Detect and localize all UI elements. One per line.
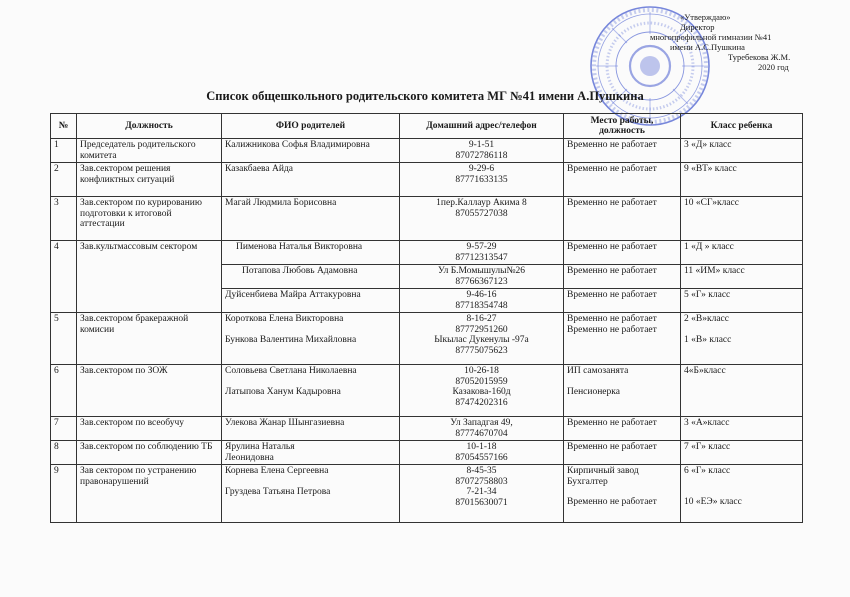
row-number: 8 xyxy=(51,441,77,465)
row-position: Зав.сектором решения конфликтных ситуаций xyxy=(77,163,222,197)
header-name: ФИО родителей xyxy=(222,114,400,139)
row-work: Временно не работает xyxy=(564,163,681,197)
header-position: Должность xyxy=(77,114,222,139)
table-row xyxy=(51,313,803,365)
row-address: 8-16-27 87772951260 Ыкылас Дукенулы -97а 87775075623 xyxy=(400,313,564,365)
row-position: Зав.культмассовым сектором xyxy=(77,241,222,313)
row-work: Временно не работает xyxy=(564,197,681,241)
table-row xyxy=(51,139,803,163)
row-address: 9-57-29 87712313547 xyxy=(400,241,564,265)
row-number: 7 xyxy=(51,417,77,441)
row-class: 11 «ИМ» класс xyxy=(681,265,803,289)
table-row xyxy=(51,417,803,441)
header-work: Место работы, должность xyxy=(564,114,681,139)
row-address: 9-29-6 87771633135 xyxy=(400,163,564,197)
row-number: 3 xyxy=(51,197,77,241)
row-address: 1пер.Каллаур Акима 8 87055727038 xyxy=(400,197,564,241)
row-class: 4«Б»класс xyxy=(681,365,803,417)
table-row xyxy=(51,197,803,241)
row-address: 9-46-16 87718354748 xyxy=(400,289,564,313)
row-class: 6 «Г» класс 10 «ЕЭ» класс xyxy=(681,465,803,523)
row-position: Зав.сектором по соблюдению ТБ xyxy=(77,441,222,465)
row-number: 4 xyxy=(51,241,77,313)
row-address: Ул Б.Момышулы№26 87766367123 xyxy=(400,265,564,289)
row-name: Потапова Любовь Адамовна xyxy=(222,265,400,289)
row-position: Зав сектором по устранению правонарушений xyxy=(77,465,222,523)
row-work: Временно не работает xyxy=(564,241,681,265)
row-position: Председатель родительского комитета xyxy=(77,139,222,163)
row-position: Зав.сектором по курированию подготовки к итоговой аттестации xyxy=(77,197,222,241)
row-work: Кирпичный завод Бухгалтер Временно не работает xyxy=(564,465,681,523)
row-name: Дуйсенбиева Майра Аттакуровна xyxy=(222,289,400,313)
row-address: 8-45-35 87072758803 7-21-34 87015630071 xyxy=(400,465,564,523)
header-number: № xyxy=(51,114,77,139)
row-position: Зав.сектором по ЗОЖ xyxy=(77,365,222,417)
table-row xyxy=(51,163,803,197)
row-work: Временно не работает xyxy=(564,289,681,313)
approval-line-5: Туребекова Ж.М. xyxy=(728,52,791,62)
row-address: 10-1-18 87054557166 xyxy=(400,441,564,465)
page-title: Список общешкольного родительского комитета МГ №41 имени А.Пушкина xyxy=(206,89,644,103)
row-number: 9 xyxy=(51,465,77,523)
header-address: Домашний адрес/телефон xyxy=(400,114,564,139)
row-name: Пименова Наталья Викторовна xyxy=(222,241,400,265)
row-number: 1 xyxy=(51,139,77,163)
row-name: Магай Людмила Борисовна xyxy=(222,197,400,241)
row-position: Зав.сектором по всеобучу xyxy=(77,417,222,441)
row-work: Временно не работает xyxy=(564,139,681,163)
row-number: 2 xyxy=(51,163,77,197)
row-address: 9-1-51 87072786118 xyxy=(400,139,564,163)
approval-block xyxy=(640,12,840,72)
row-address: Ул Западгая 49, 87774670704 xyxy=(400,417,564,441)
table-row xyxy=(51,465,803,523)
row-class: 3 «А»класс xyxy=(681,417,803,441)
table-row xyxy=(51,365,803,417)
row-work: Временно не работает Временно не работает xyxy=(564,313,681,365)
row-number: 5 xyxy=(51,313,77,365)
committee-table xyxy=(50,113,803,523)
approval-line-6: 2020 год xyxy=(758,62,789,72)
row-name: Ярулина Наталья Леонидовна xyxy=(222,441,400,465)
row-name: Короткова Елена Викторовна Бункова Валентина Михайловна xyxy=(222,313,400,365)
row-work: Временно не работает xyxy=(564,265,681,289)
row-position: Зав.сектором бракеражной комисии xyxy=(77,313,222,365)
row-class: 5 «Г» класс xyxy=(681,289,803,313)
row-name: Соловьева Светлана Николаевна Латыпова Ханум Кадыровна xyxy=(222,365,400,417)
row-name: Калижникова Софья Владимировна xyxy=(222,139,400,163)
table-row xyxy=(51,441,803,465)
table-header-row xyxy=(51,114,803,139)
approval-line-4: имени А.С.Пушкина xyxy=(670,42,745,52)
row-name: Улекова Жанар Шынгазиевна xyxy=(222,417,400,441)
row-name: Казакбаева Айда xyxy=(222,163,400,197)
row-class: 10 «СГ»класс xyxy=(681,197,803,241)
row-name: Корнева Елена Сергеевна Груздева Татьяна Петрова xyxy=(222,465,400,523)
row-work: ИП самозанята Пенсионерка xyxy=(564,365,681,417)
row-address: 10-26-18 87052015959 Казакова-160д 87474202316 xyxy=(400,365,564,417)
approval-line-1: «Утверждаю» xyxy=(680,12,731,22)
row-class: 1 «Д » класс xyxy=(681,241,803,265)
table-row xyxy=(51,241,803,265)
row-class: 3 «Д» класс xyxy=(681,139,803,163)
row-class: 7 «Г» класс xyxy=(681,441,803,465)
row-work: Временно не работает xyxy=(564,417,681,441)
row-number: 6 xyxy=(51,365,77,417)
approval-line-2: Директор xyxy=(680,22,715,32)
row-class: 9 «ВТ» класс xyxy=(681,163,803,197)
row-work: Временно не работает xyxy=(564,441,681,465)
row-class: 2 «В»класс 1 «В» класс xyxy=(681,313,803,365)
approval-line-3: многопрофильной гимназии №41 xyxy=(650,32,772,42)
header-class: Класс ребенка xyxy=(681,114,803,139)
